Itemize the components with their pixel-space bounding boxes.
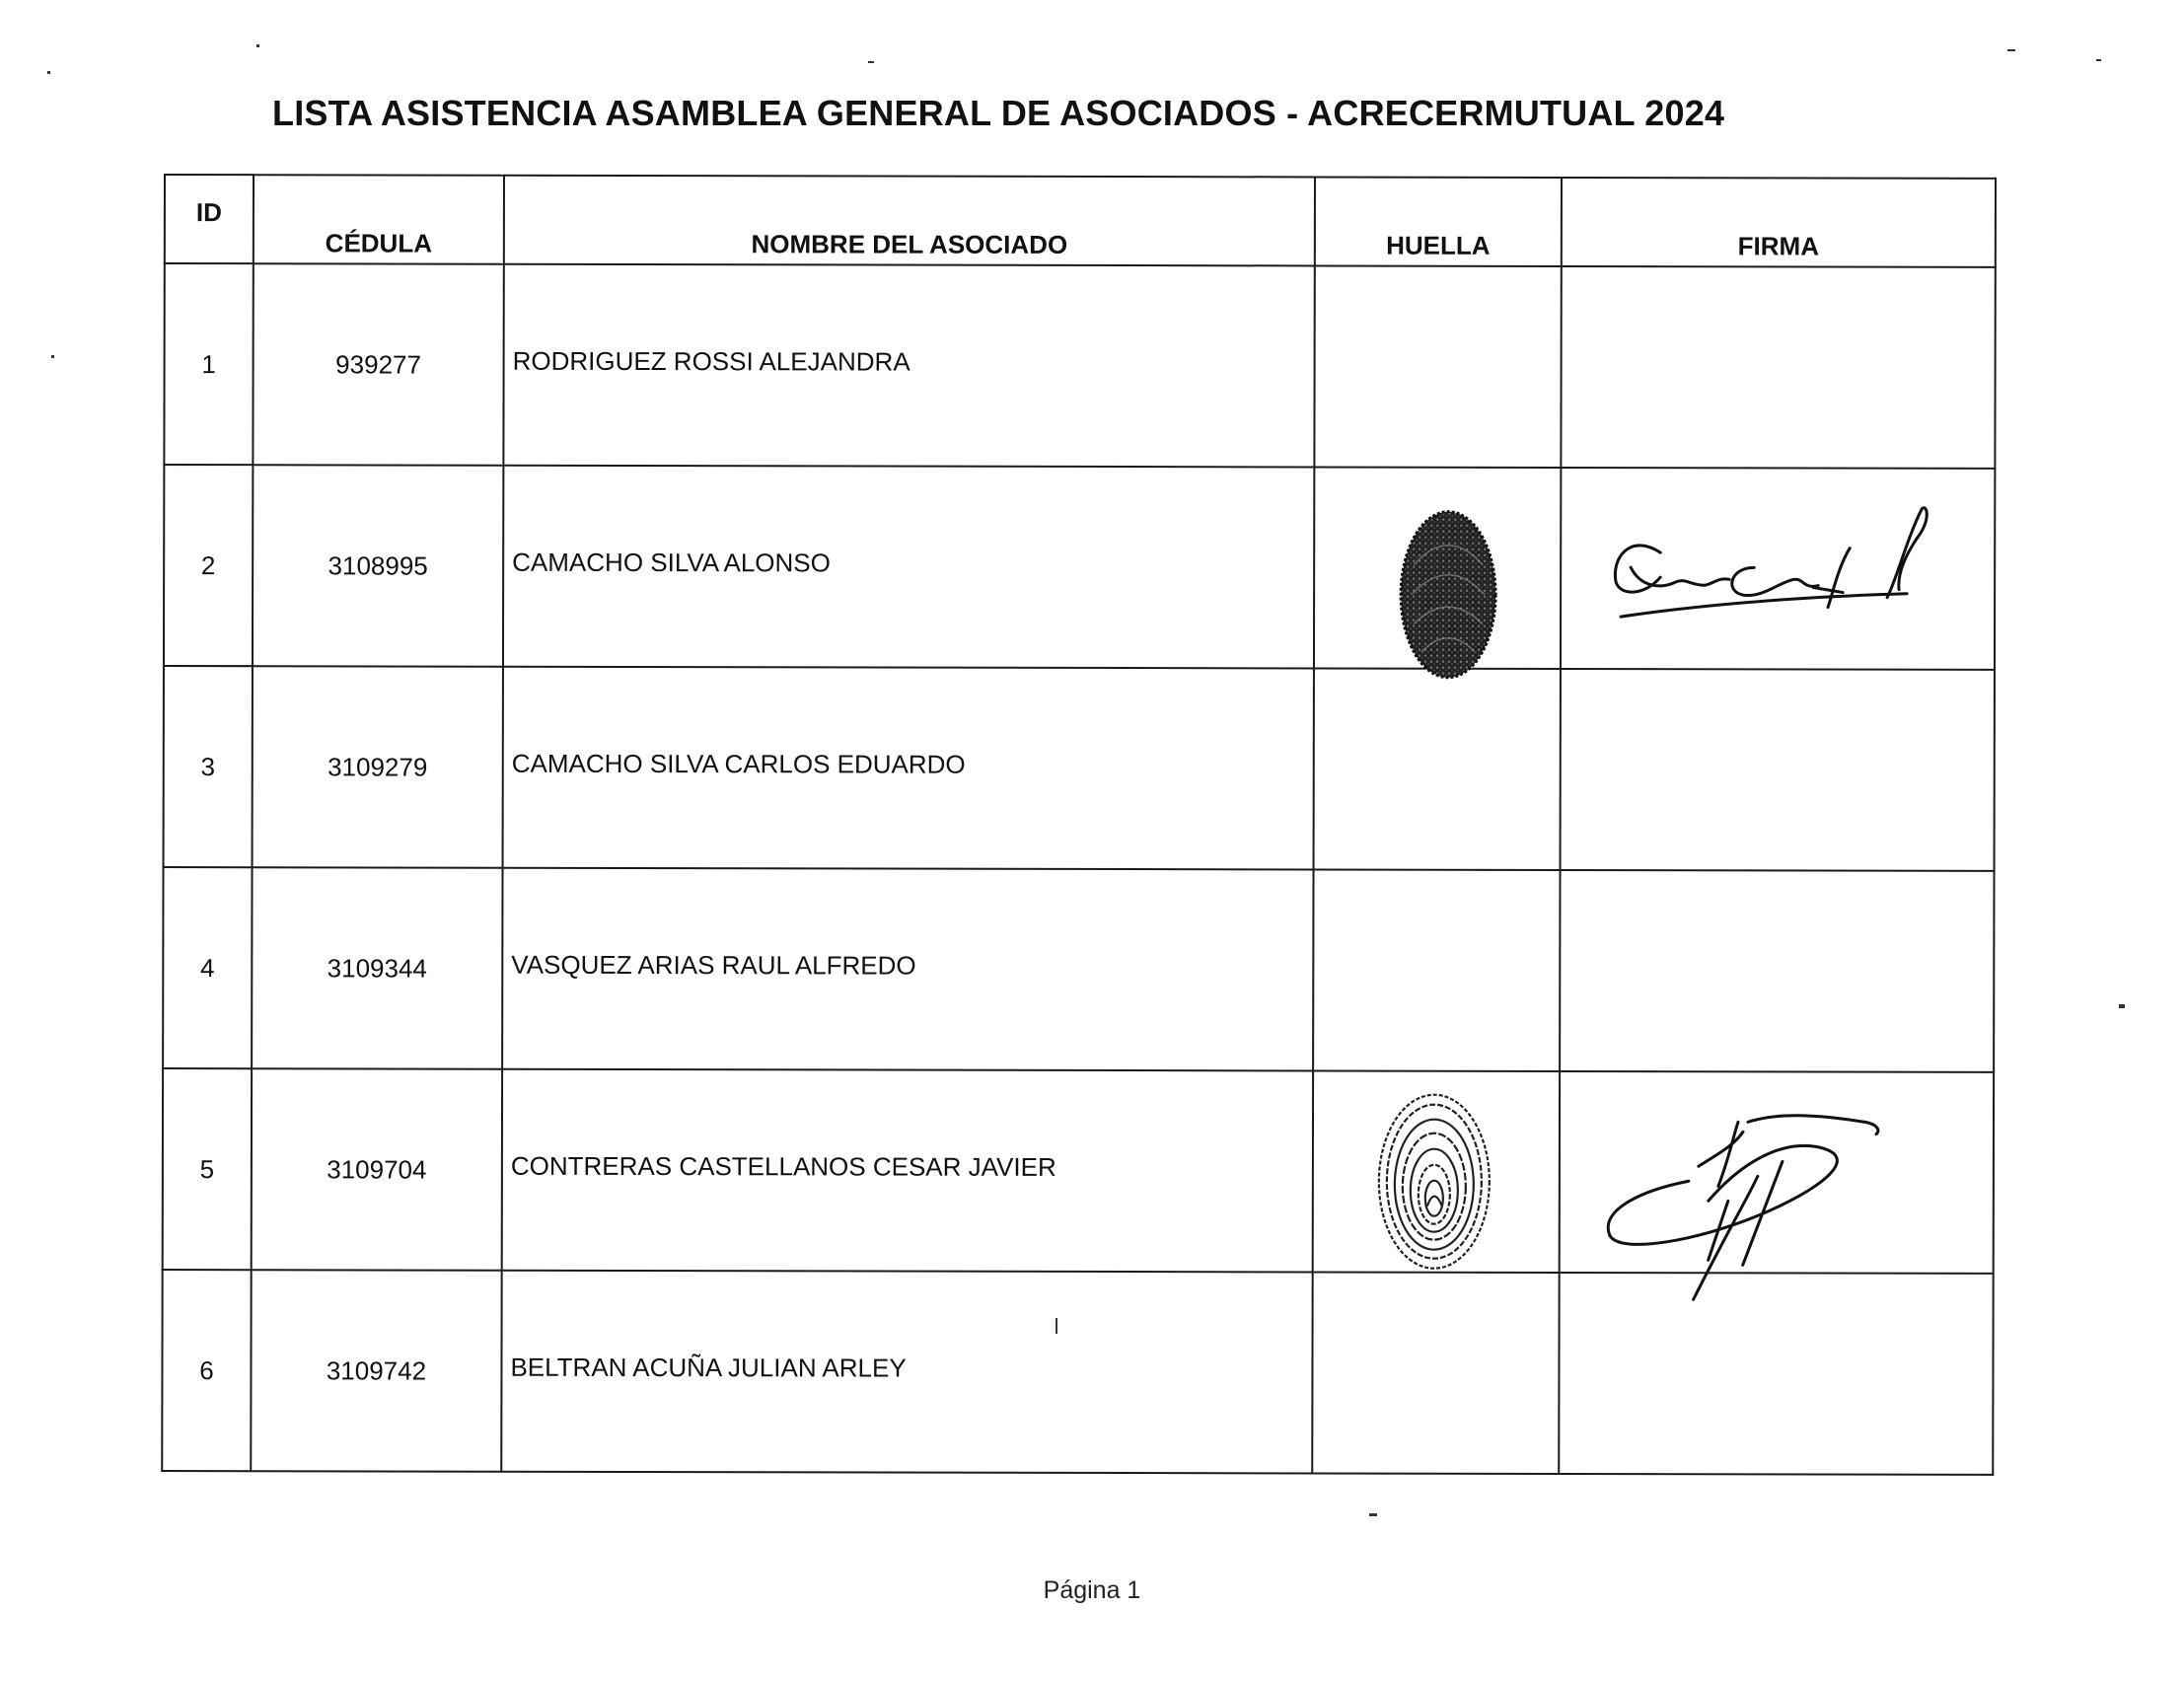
cell-id: 6 — [162, 1270, 251, 1471]
cell-cedula: 939277 — [253, 263, 503, 466]
document-title: LISTA ASISTENCIA ASAMBLEA GENERAL DE ASOCIADOS - ACRECERMUTUAL 2024 — [272, 93, 1725, 133]
cell-nombre — [503, 466, 1314, 669]
cell-firma-empty — [1561, 669, 1995, 871]
attendance-table — [161, 174, 1997, 1476]
associate-name: VASQUEZ ARIAS RAUL ALFREDO — [511, 949, 916, 981]
scan-speck — [2119, 1004, 2125, 1008]
cell-cedula: 3109704 — [252, 1068, 502, 1271]
cell-id: 5 — [163, 1068, 252, 1270]
cell-id: 1 — [164, 263, 253, 465]
header-row — [165, 175, 1996, 267]
cell-id: 3 — [164, 666, 253, 867]
table-row — [162, 1270, 1993, 1475]
header-nombre: NOMBRE DEL ASOCIADO — [504, 176, 1315, 266]
cell-cedula: 3109742 — [251, 1270, 501, 1472]
cell-huella — [1314, 467, 1561, 669]
cell-cedula: 3109344 — [252, 867, 502, 1069]
fingerprint-icon — [1394, 506, 1502, 684]
cell-firma — [1561, 468, 1995, 670]
header-cedula: CÉDULA — [254, 175, 504, 264]
cell-nombre — [503, 667, 1314, 870]
fingerprint-icon — [1373, 1088, 1496, 1276]
table-row — [163, 867, 1994, 1072]
table-row — [164, 465, 1995, 670]
scan-speck — [47, 71, 50, 74]
cell-nombre — [502, 868, 1313, 1071]
cell-huella-empty — [1313, 869, 1560, 1071]
cell-firma-empty — [1561, 266, 1995, 469]
table-row — [164, 666, 1995, 871]
cell-huella-empty — [1314, 265, 1561, 468]
cell-id: 4 — [163, 867, 252, 1068]
scan-speck — [2096, 59, 2101, 61]
associate-name: CAMACHO SILVA CARLOS EDUARDO — [511, 748, 966, 779]
scan-speck — [1369, 1513, 1377, 1516]
header-huella: HUELLA — [1315, 177, 1562, 266]
scan-speck — [256, 44, 259, 47]
cell-nombre — [501, 1271, 1312, 1474]
cell-firma — [1560, 1071, 1994, 1274]
table-row — [163, 1068, 1994, 1274]
cell-firma-empty — [1559, 1273, 1993, 1475]
cell-cedula: 3109279 — [253, 666, 503, 868]
scan-speck — [868, 61, 874, 63]
associate-name: CAMACHO SILVA ALONSO — [512, 547, 831, 577]
cell-nombre — [503, 264, 1314, 468]
associate-name: CONTRERAS CASTELLANOS CESAR JAVIER — [510, 1150, 1056, 1182]
attendance-sheet — [161, 174, 1995, 1458]
table-row — [164, 263, 1995, 469]
associate-name: BELTRAN ACUÑA JULIAN ARLEY — [510, 1352, 907, 1383]
header-id: ID — [165, 175, 254, 263]
scan-speck — [1056, 1318, 1057, 1334]
associate-name: RODRIGUEZ ROSSI ALEJANDRA — [512, 345, 910, 377]
handwritten-signature — [1591, 498, 1966, 637]
scan-speck — [51, 355, 54, 358]
cell-huella — [1313, 1070, 1560, 1273]
cell-huella-empty — [1314, 668, 1561, 870]
scan-speck — [2007, 49, 2015, 51]
cell-nombre — [502, 1069, 1313, 1273]
cell-cedula: 3108995 — [253, 465, 503, 667]
header-firma: FIRMA — [1562, 178, 1996, 267]
page-number: Página 1 — [1043, 1576, 1141, 1604]
cell-id: 2 — [164, 465, 253, 666]
cell-huella-empty — [1312, 1272, 1559, 1474]
cell-firma-empty — [1560, 870, 1994, 1072]
